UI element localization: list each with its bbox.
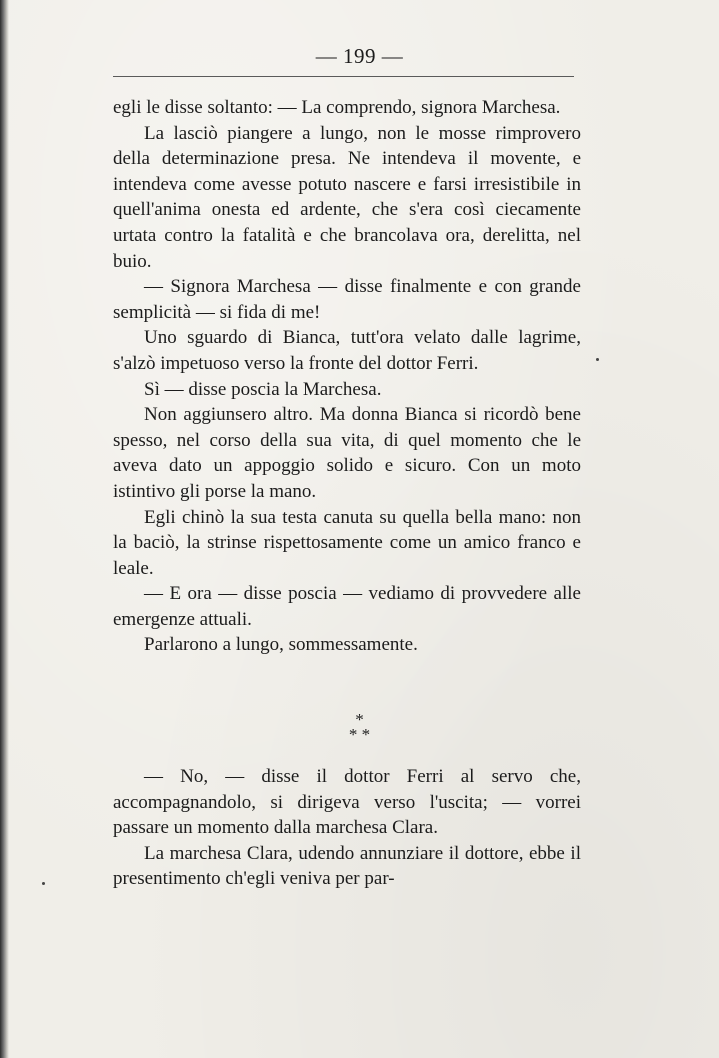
header-rule (113, 76, 574, 77)
paragraph: Uno sguardo di Bianca, tutt'ora velato dalle lagrime, s'alzò impetuoso verso la fronte del dottor Ferri. (113, 327, 581, 374)
text-block-before-break (113, 95, 581, 658)
asterism-bottom: * * (348, 725, 371, 744)
paragraph: — E ora — disse poscia — vediamo di provvedere alle emergenze attuali. (113, 583, 581, 630)
paragraph: egli le disse soltanto: — La comprendo, signora Marchesa. (113, 97, 561, 118)
text-block-after-break (113, 764, 581, 892)
paragraph: La marchesa Clara, udendo annunziare il dottore, ebbe il presentimento ch'egli veniva per par- (113, 842, 581, 890)
binding-edge (0, 0, 9, 1058)
paragraph: Non aggiunsero altro. Ma donna Bianca si ricordò bene spesso, nel corso della sua vita, di quel momento che le aveva dato un appoggio solido e sicuro. Con un moto istintivo gli porse la mano. (113, 404, 581, 502)
asterism-top: * (355, 710, 364, 729)
paragraph: Sì — disse poscia la Marchesa. (144, 378, 382, 400)
print-speck (42, 882, 45, 885)
section-break-asterism (0, 712, 719, 742)
page-number: — 199 — (315, 44, 404, 68)
paragraph: — Signora Marchesa — disse finalmente e con grande semplicità — si fida di me! (113, 276, 581, 323)
paragraph: La lasciò piangere a lungo, non le mosse rimprovero della determinazione presa. Ne intendeva il movente, e intendeva come avesse potuto nascere e farsi irresistibile in quell'anima onesta ed ardente, che s'era così ciecamente urtata contro la fatalità e che brancolava ora, derelitta, nel buio. (113, 122, 581, 272)
paragraph: Parlarono a lungo, sommessamente. (144, 634, 418, 656)
paragraph: — No, — disse il dottor Ferri al servo che, accompagnandolo, si dirigeva verso l'uscita; — vorrei passare un momento dalla marchesa Clara. (113, 766, 581, 839)
paragraph: Egli chinò la sua testa canuta su quella bella mano: non la baciò, la strinse rispettosamente come un amico franco e leale. (113, 506, 581, 579)
print-speck (596, 358, 599, 361)
